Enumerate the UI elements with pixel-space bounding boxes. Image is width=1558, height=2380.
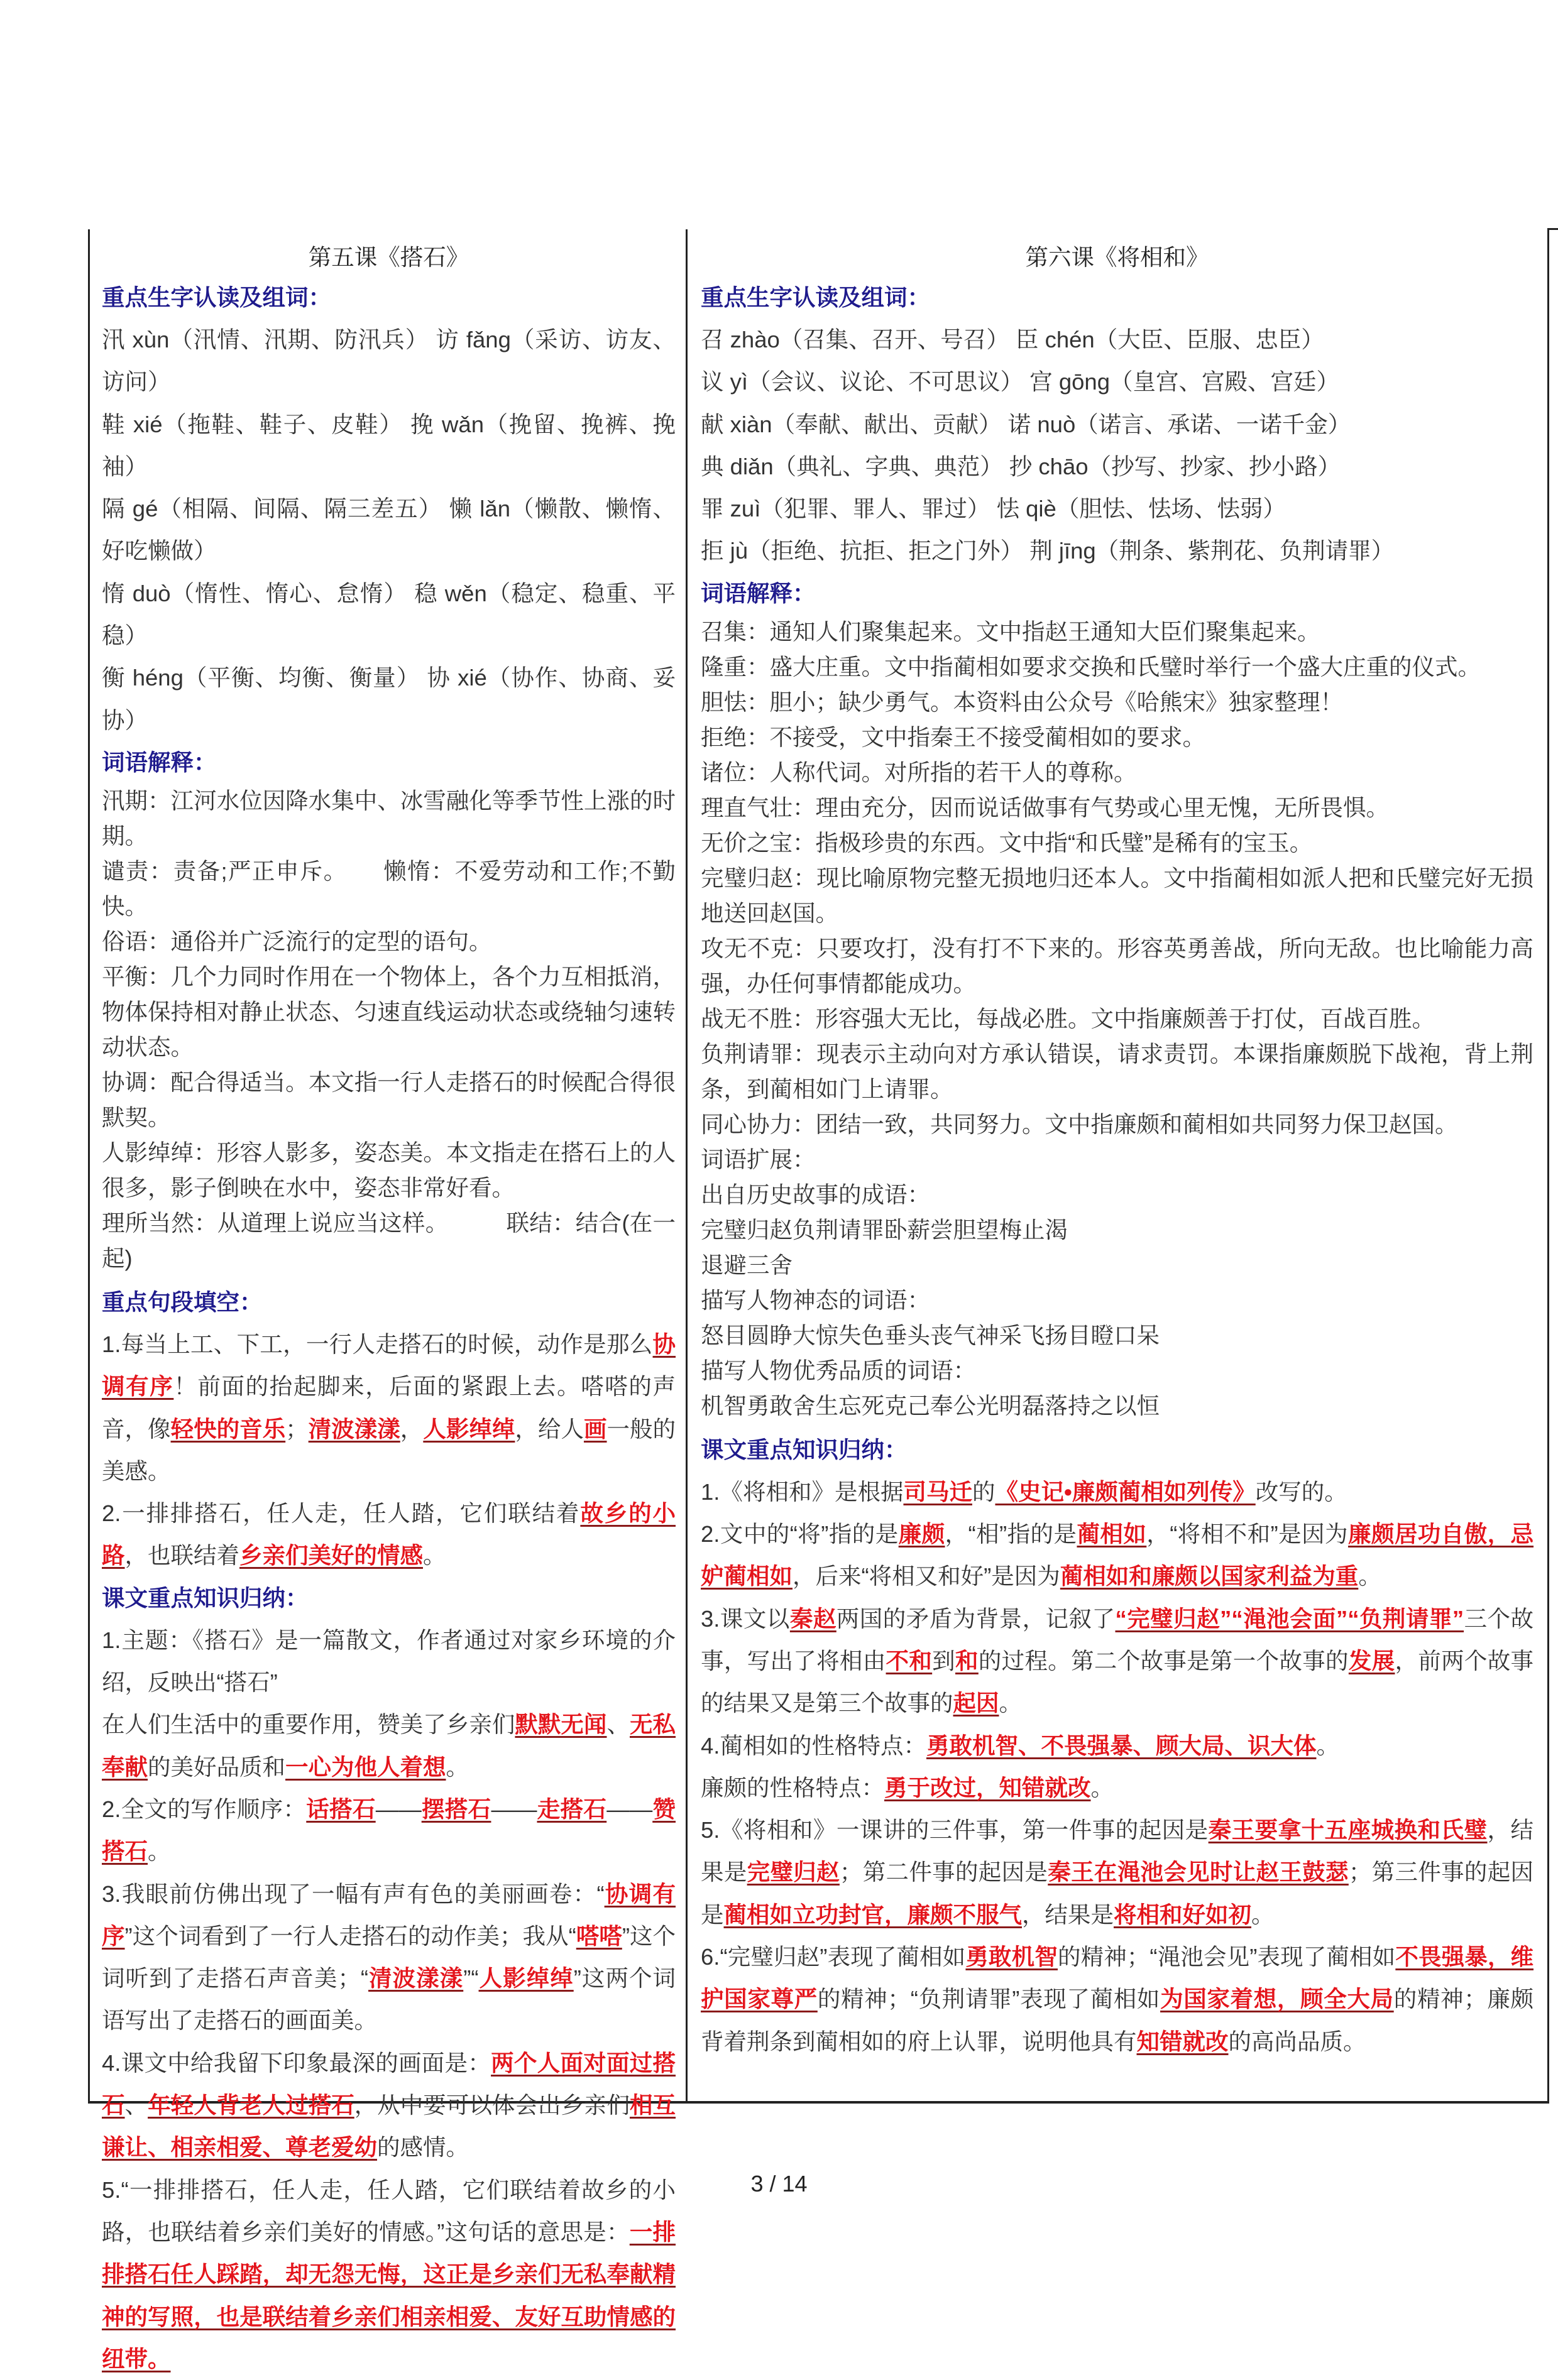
text-segment: 谴责：责备;严正申斥。 懒惰：不爱劳动和工作;不勤快。 — [102, 858, 676, 919]
paragraph — [701, 488, 1533, 530]
answer-highlight: 蔺相如 — [1077, 1521, 1147, 1548]
answer-highlight: 勇敢机智 — [965, 1944, 1058, 1970]
paragraph — [102, 783, 676, 854]
answer-highlight: 秦王在渑池会见时让赵王鼓瑟 — [1048, 1859, 1349, 1886]
paragraph — [701, 319, 1533, 361]
text-segment: 描写人物优秀品质的词语： — [701, 1357, 976, 1384]
text-segment: 平衡：几个力同时作用在一个物体上，各个力互相抵消，物体保持相对静止状态、匀速直线运动状态或绕轴匀速转动状态。 — [102, 963, 676, 1060]
text-segment: 2.全文的写作顺序： — [102, 1796, 307, 1822]
paragraph — [701, 1107, 1533, 1142]
text-segment: 惰 duò（惰性、惰心、怠惰） 稳 wěn（稳定、稳重、平稳） — [102, 580, 676, 649]
answer-highlight: 不和 — [886, 1647, 933, 1674]
text-segment: 召集：通知人们聚集起来。文中指赵王通知大臣们聚集起来。 — [701, 618, 1320, 645]
paragraph — [701, 1002, 1533, 1037]
text-segment: 。 — [1316, 1732, 1339, 1759]
paragraph — [701, 685, 1533, 720]
section-heading: 重点生字认读及组词： — [102, 285, 331, 310]
text-segment: 2.一排排搭石，任人走，任人踏，它们联结着 — [102, 1500, 581, 1527]
text-segment: ，给人 — [515, 1416, 584, 1442]
table-divider — [686, 229, 688, 2103]
text-segment: ”“ — [463, 1965, 479, 1992]
text-segment: 隆重：盛大庄重。文中指蔺相如要求交换和氏璧时举行一个盛大庄重的仪式。 — [701, 653, 1481, 680]
paragraph — [701, 790, 1533, 826]
text-segment: 的精神；“渑池会见”表现了蔺相如 — [1057, 1944, 1396, 1970]
text-segment: 机智勇敢舍生忘死克己奉公光明磊落持之以恒 — [701, 1392, 1160, 1419]
text-segment: 。 — [1251, 1901, 1275, 1928]
paragraph — [701, 1177, 1533, 1213]
text-segment: 汛 xùn（汛情、汛期、防汛兵） 访 fǎng（采访、访友、访问） — [102, 327, 676, 395]
text-segment: 。 — [1358, 1563, 1381, 1590]
text-segment: 5.“一排排搭石，任人走，任人踏，它们联结着故乡的小路，也联结着乡亲们美好的情感。”这句话的意思是： — [102, 2176, 676, 2245]
text-segment: 、 — [124, 2092, 148, 2119]
text-segment: ；第二件事的起因是 — [839, 1859, 1048, 1886]
answer-highlight: 两个人面对面过搭石 — [102, 2050, 676, 2119]
paragraph — [701, 1037, 1533, 1107]
answer-highlight: 人影绰绰 — [478, 1965, 574, 1992]
text-segment: 俗语：通俗并广泛流行的定型的语句。 — [102, 928, 492, 954]
answer-highlight: 秦赵 — [789, 1605, 837, 1632]
paragraph — [102, 2169, 676, 2380]
text-segment: 4.课文中给我留下印象最深的画面是： — [102, 2050, 491, 2076]
paragraph — [701, 931, 1533, 1002]
text-segment: 同心协力：团结一致，共同努力。文中指廉颇和蔺相如共同努力保卫赵国。 — [701, 1111, 1458, 1137]
answer-highlight: 一心为他人着想 — [285, 1754, 446, 1780]
page-number: 3 / 14 — [750, 2171, 808, 2197]
paragraph — [701, 614, 1533, 650]
answer-highlight: 赞搭石 — [102, 1796, 676, 1865]
text-segment: ，也联结着 — [124, 1542, 239, 1569]
answer-highlight: 清波漾漾 — [308, 1416, 400, 1442]
paragraph — [701, 445, 1533, 488]
text-segment: 战无不胜：形容强大无比，每战必胜。文中指廉颇善于打仗，百战百胜。 — [701, 1005, 1435, 1032]
paragraph — [701, 1598, 1533, 1725]
paragraph — [102, 572, 676, 657]
answer-highlight: 和 — [955, 1647, 979, 1674]
text-segment: 的过程。第二个故事是第一个故事的 — [978, 1647, 1349, 1674]
text-segment: 3.课文以 — [701, 1605, 790, 1632]
paragraph — [701, 720, 1533, 755]
text-segment: 、 — [606, 1711, 630, 1738]
paragraph — [102, 1873, 676, 2042]
paragraph — [701, 530, 1533, 572]
paragraph — [102, 319, 676, 403]
table-border-top-fragment — [1547, 228, 1558, 230]
text-segment: 隔 gé（相隔、间隔、隔三差五） 懒 lǎn（懒散、懒惰、好吃懒做） — [102, 496, 676, 564]
paragraph — [102, 854, 676, 924]
text-segment: 1.主题：《搭石》是一篇散文，作者通过对家乡环境的介绍，反映出“搭石” — [102, 1627, 676, 1696]
text-segment: ，结果是 — [701, 1817, 1534, 1886]
paragraph — [701, 1809, 1533, 1936]
answer-highlight: 将相和好如初 — [1114, 1901, 1251, 1928]
paragraph — [701, 826, 1533, 861]
answer-highlight: 故乡的小路 — [102, 1500, 676, 1569]
answer-highlight: 勇敢机智、不畏强暴、顾大局、识大体 — [926, 1732, 1317, 1759]
text-segment: 的感情。 — [377, 2134, 469, 2161]
answer-highlight: 知错就改 — [1136, 2028, 1229, 2055]
text-segment: —— — [606, 1796, 653, 1822]
text-segment: ，从中要可以体会出乡亲们 — [354, 2092, 630, 2119]
answer-highlight: 完璧归赵 — [747, 1859, 840, 1886]
answer-highlight: 蔺相如立功封官，廉颇不服气 — [723, 1901, 1022, 1928]
lesson-title: 第五课《搭石》 — [308, 244, 469, 270]
text-segment: 三个故事，写出了将相由 — [701, 1605, 1534, 1674]
answer-highlight: 嗒嗒 — [576, 1923, 622, 1949]
text-segment: ”这个词看到了一行人走搭石的动作美；我从“ — [124, 1923, 576, 1949]
text-segment: 6.“完璧归赵”表现了蔺相如 — [701, 1944, 966, 1970]
text-segment: 。 — [148, 1838, 171, 1865]
text-segment: 的高尚品质。 — [1228, 2028, 1366, 2055]
answer-highlight: 一排排搭石任人踩踏，却无怨无悔，这正是乡亲们无私奉献精神的写照，也是联结着乡亲们相亲相爱、友好互助情感的纽带。 — [102, 2219, 676, 2372]
paragraph — [102, 1788, 676, 1873]
paragraph — [701, 1213, 1533, 1248]
text-segment: 理直气壮：理由充分，因而说话做事有气势或心里无愧，无所畏惧。 — [701, 794, 1389, 821]
paragraph — [701, 650, 1533, 685]
text-segment: 的 — [972, 1478, 996, 1505]
paragraph — [701, 1767, 1533, 1809]
paragraph — [102, 1323, 676, 1492]
answer-highlight: 清波漾漾 — [368, 1965, 464, 1992]
text-segment: 到 — [932, 1647, 955, 1674]
text-segment: 4.蔺相如的性格特点： — [701, 1732, 926, 1759]
text-segment: 诸位：人称代词。对所指的若干人的尊称。 — [701, 759, 1137, 785]
text-segment: 2.文中的“将”指的是 — [701, 1521, 899, 1548]
answer-highlight: 发展 — [1348, 1647, 1395, 1674]
lesson-5-column — [102, 239, 676, 2380]
text-segment: 无价之宝：指极珍贵的东西。文中指“和氏璧”是稀有的宝玉。 — [701, 829, 1313, 856]
text-segment: 怒目圆睁大惊失色垂头丧气神采飞扬目瞪口呆 — [701, 1322, 1160, 1348]
text-segment: 的美好品质和 — [148, 1754, 285, 1780]
answer-highlight: 人影绰绰 — [423, 1416, 515, 1442]
answer-highlight: 廉颇居功自傲，忌妒蔺相如 — [701, 1521, 1534, 1590]
paragraph — [701, 1283, 1533, 1318]
table-border-right — [1547, 229, 1549, 2103]
paragraph — [701, 1513, 1533, 1598]
section-heading: 词语解释： — [701, 580, 816, 606]
text-segment: 鞋 xié（拖鞋、鞋子、皮鞋） 挽 wǎn（挽留、挽裤、挽袖） — [102, 411, 676, 479]
text-segment: 词语扩展： — [701, 1146, 816, 1172]
text-segment: 完璧归赵负荆请罪卧薪尝胆望梅止渴 — [701, 1216, 1068, 1243]
paragraph — [102, 2042, 676, 2169]
paragraph — [701, 861, 1533, 931]
paragraph — [102, 657, 676, 741]
text-segment: ，后来“将相又和好”是因为 — [793, 1563, 1060, 1590]
answer-highlight: 勇于改过，知错就改 — [884, 1774, 1091, 1801]
text-segment: ，“相”指的是 — [945, 1521, 1077, 1548]
text-segment: ；第三件事的起因是 — [701, 1859, 1534, 1928]
paragraph — [102, 1206, 676, 1276]
text-segment: ”这个词听到了走搭石声音美；“ — [102, 1923, 676, 1992]
paragraph — [701, 1725, 1533, 1767]
answer-highlight: 起因 — [953, 1690, 999, 1717]
text-segment: ，“将相不和”是因为 — [1146, 1521, 1348, 1548]
paragraph — [701, 1318, 1533, 1353]
paragraph — [701, 755, 1533, 790]
paragraph — [701, 1248, 1533, 1283]
text-segment: —— — [491, 1796, 537, 1822]
text-segment: 1.每当上工、下工，一行人走搭石的时候，动作是那么 — [102, 1331, 653, 1357]
text-segment: 廉颇的性格特点： — [701, 1774, 884, 1801]
paragraph — [701, 1389, 1533, 1424]
text-segment: —— — [375, 1796, 422, 1822]
text-segment: 。 — [999, 1690, 1022, 1717]
text-segment: ”这两个词语写出了走搭石的画面美。 — [102, 1965, 676, 2034]
answer-highlight: 相互谦让、相亲相爱、尊老爱幼 — [102, 2092, 676, 2161]
text-segment: 的精神；廉颇背着荆条到蔺相如的府上认罪，说明他具有 — [701, 1986, 1534, 2055]
text-segment: 。 — [1090, 1774, 1114, 1801]
answer-highlight: 画 — [583, 1416, 607, 1442]
answer-highlight: 秦王要拿十五座城换和氏璧 — [1208, 1817, 1488, 1843]
answer-highlight: 不畏强暴，维护国家尊严 — [701, 1944, 1534, 2012]
lesson-title: 第六课《将相和》 — [1025, 244, 1209, 270]
answer-highlight: 协调有序 — [102, 1331, 676, 1400]
paragraph — [102, 1619, 676, 1704]
answer-highlight: 为国家着想，顾全大局 — [1160, 1986, 1394, 2012]
text-segment: 出自历史故事的成语： — [701, 1181, 930, 1208]
section-heading: 词语解释： — [102, 749, 217, 775]
paragraph — [701, 361, 1533, 403]
text-segment: 3.我眼前仿佛出现了一幅有声有色的美丽画卷：“ — [102, 1881, 605, 1907]
section-heading: 课文重点知识归纳： — [102, 1585, 309, 1611]
text-segment: 罪 zuì（犯罪、罪人、罪过） 怯 qiè（胆怯、怯场、怯弱） — [701, 496, 1286, 522]
paragraph — [102, 959, 676, 1065]
text-segment: ； — [285, 1416, 309, 1442]
text-segment: 在人们生活中的重要作用，赞美了乡亲们 — [102, 1711, 515, 1738]
answer-highlight: “完璧归赵”“渑池会面”“负荆请罪” — [1115, 1605, 1464, 1632]
text-segment: 一般的美感。 — [102, 1416, 676, 1484]
text-segment: 。 — [446, 1754, 469, 1780]
text-segment: 完璧归赵：现比喻原物完整无损地归还本人。文中指蔺相如派人把和氏璧完好无损地送回赵国。 — [701, 865, 1533, 926]
text-segment: 的精神；“负荆请罪”表现了蔺相如 — [817, 1986, 1161, 2012]
text-segment: 献 xiàn（奉献、献出、贡献） 诺 nuò（诺言、承诺、一诺千金） — [701, 411, 1351, 437]
paragraph — [701, 1142, 1533, 1177]
text-segment: 人影绰绰：形容人影多，姿态美。本文指走在搭石上的人很多，影子倒映在水中，姿态非常好看。 — [102, 1139, 676, 1201]
paragraph — [701, 1936, 1533, 2063]
section-heading: 课文重点知识归纳： — [701, 1436, 908, 1463]
table-border-left — [88, 229, 90, 2103]
answer-highlight: 摆搭石 — [421, 1796, 491, 1822]
answer-highlight: 年轻人背老人过搭石 — [148, 2092, 354, 2119]
answer-highlight: 无私奉献 — [102, 1711, 676, 1780]
text-segment: ，结果是 — [1022, 1901, 1114, 1928]
answer-highlight: 轻快的音乐 — [170, 1416, 286, 1442]
text-segment: 协调：配合得适当。本文指一行人走搭石的时候配合得很默契。 — [102, 1069, 676, 1130]
paragraph — [102, 488, 676, 572]
text-segment: 改写的。 — [1255, 1478, 1347, 1505]
answer-highlight: 廉颇 — [898, 1521, 945, 1548]
text-segment: 退避三舍 — [701, 1252, 793, 1278]
text-segment: 议 yì（会议、议论、不可思议） 宫 gōng（皇宫、宫殿、宫廷） — [701, 369, 1340, 395]
answer-highlight: 走搭石 — [537, 1796, 607, 1822]
section-heading: 重点生字认读及组词： — [701, 285, 930, 310]
text-segment: 衡 héng（平衡、均衡、衡量） 协 xié（协作、协商、妥协） — [102, 665, 676, 733]
paragraph — [701, 403, 1533, 445]
text-segment: ，前两个故事的结果又是第三个故事的 — [701, 1647, 1534, 1717]
answer-highlight: 话搭石 — [306, 1796, 376, 1822]
text-segment: 拒 jù（拒绝、抗拒、拒之门外） 荆 jīng（荆条、紫荆花、负荆请罪） — [701, 538, 1395, 564]
section-heading: 重点句段填空： — [102, 1289, 263, 1315]
text-segment: 。 — [423, 1542, 446, 1569]
text-segment: 召 zhào（召集、召开、号召） 臣 chén（大臣、臣服、忠臣） — [701, 327, 1324, 352]
paragraph — [102, 924, 676, 959]
lesson-6-column — [701, 239, 1533, 2063]
answer-highlight: 协调有序 — [102, 1881, 676, 1949]
answer-highlight: 乡亲们美好的情感 — [239, 1542, 423, 1569]
paragraph — [701, 1471, 1533, 1513]
paragraph — [701, 1353, 1533, 1389]
text-segment: 5.《将相和》一课讲的三件事，第一件事的起因是 — [701, 1817, 1209, 1843]
answer-highlight: 蔺相如和廉颇以国家利益为重 — [1060, 1563, 1359, 1590]
text-segment: 负荆请罪：现表示主动向对方承认错误，请求责罚。本课指廉颇脱下战袍，背上荆条，到蔺相如门上请罪。 — [701, 1040, 1533, 1102]
paragraph — [102, 1703, 676, 1788]
text-segment: 理所当然：从道理上说应当这样。 联结：结合(在一起) — [102, 1209, 676, 1271]
text-segment: 汛期：江河水位因降水集中、冰雪融化等季节性上涨的时期。 — [102, 787, 676, 849]
text-segment: 拒绝：不接受，文中指秦王不接受蔺相如的要求。 — [701, 724, 1205, 750]
paragraph — [102, 1492, 676, 1577]
text-segment: 攻无不克：只要攻打，没有打不下来的。形容英勇善战，所向无敌。也比喻能力高强，办任何事情都能成功。 — [701, 935, 1533, 996]
text-segment: 1.《将相和》是根据 — [701, 1478, 904, 1505]
text-segment: 典 diǎn（典礼、字典、典范） 抄 chāo（抄写、抄家、抄小路） — [701, 453, 1341, 479]
paragraph — [102, 1135, 676, 1206]
paragraph — [102, 403, 676, 488]
text-segment: 描写人物神态的词语： — [701, 1287, 930, 1313]
text-segment: ！前面的抬起脚来，后面的紧跟上去。嗒嗒的声音，像 — [102, 1373, 676, 1442]
answer-highlight: 司马迁 — [903, 1478, 972, 1505]
text-segment: 两国的矛盾为背景，记叙了 — [836, 1605, 1116, 1632]
answer-highlight: 默默无闻 — [515, 1711, 607, 1738]
paragraph — [102, 1065, 676, 1135]
answer-highlight: 《史记•廉颇蔺相如列传》 — [995, 1478, 1256, 1505]
text-segment: 胆怯：胆小；缺少勇气。本资料由公众号《哈熊宋》独家整理！ — [701, 689, 1343, 715]
text-segment: ， — [400, 1416, 424, 1442]
